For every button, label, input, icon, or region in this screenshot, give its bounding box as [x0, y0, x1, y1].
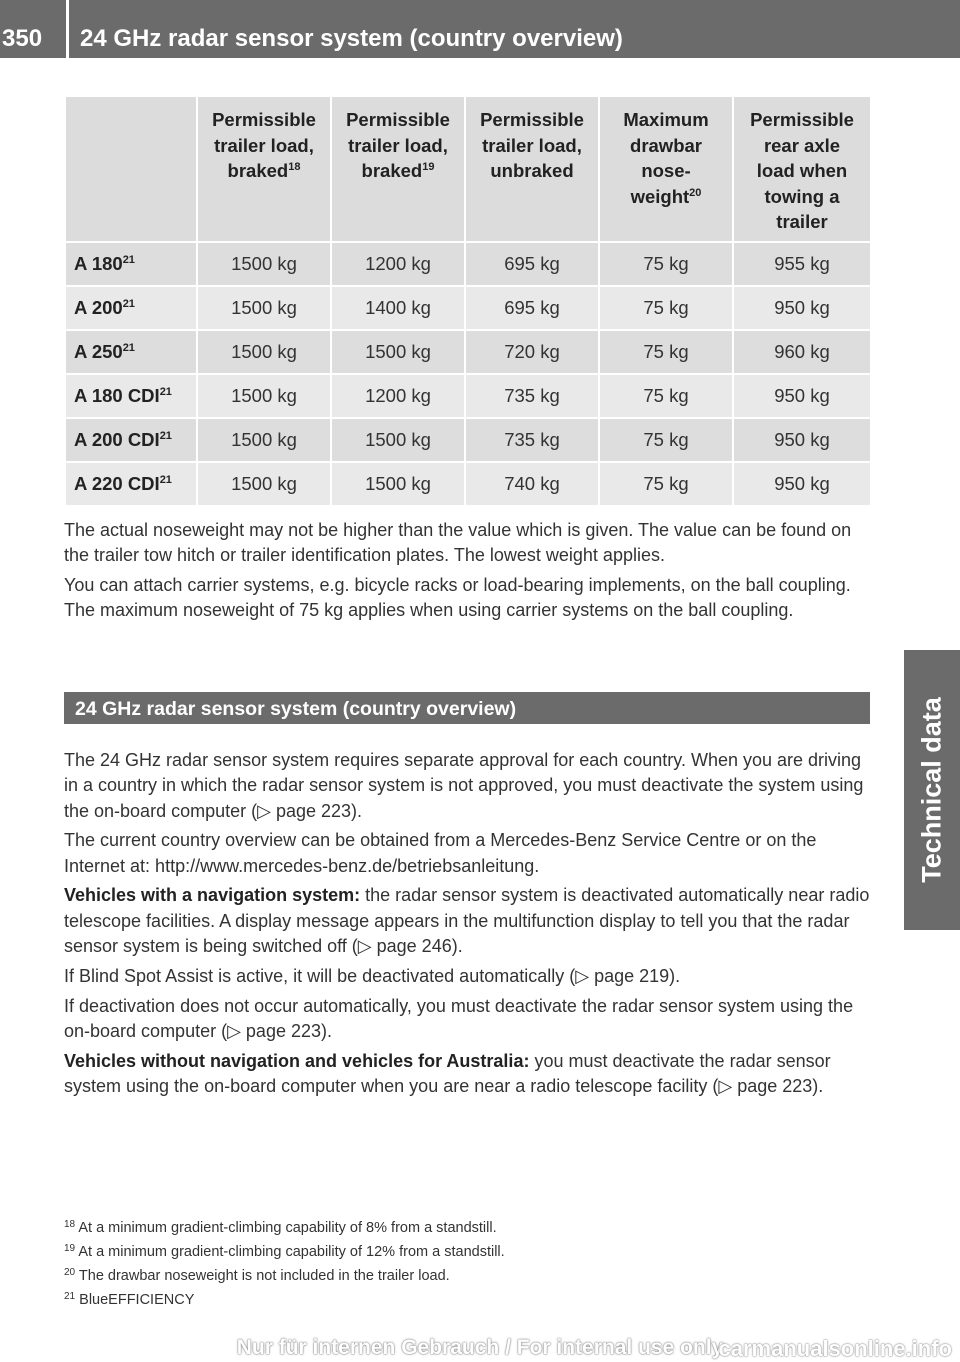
value-cell: 75 kg [600, 463, 734, 507]
model-cell: A $180^{21}$ [66, 243, 198, 287]
table-row [66, 287, 870, 331]
value-cell: 735 kg [466, 375, 600, 419]
table-row [66, 463, 870, 507]
column-header: Permissible trailer load, braked$^{19}$ [332, 97, 466, 243]
footnote: $^{18}$ At a minimum gradient-climbing capability of 8% from a standstill. [64, 1219, 497, 1236]
side-tab-label: Technical data [916, 697, 947, 883]
running-title: 24 GHz radar sensor system (country overview) [80, 25, 623, 52]
table-row [66, 331, 870, 375]
section-heading: 24 GHz radar sensor system (country overview) [64, 692, 870, 724]
watermark-site: carmanualsonline.info [718, 1336, 952, 1361]
value-cell: 1500 kg [198, 463, 332, 507]
section-text [64, 748, 872, 1104]
footnote: $^{19}$ At a minimum gradient-climbing capability of 12% from a standstill. [64, 1243, 505, 1260]
value-cell: 1500 kg [198, 287, 332, 331]
value-cell: 950 kg [734, 375, 870, 419]
model-cell: A 220 CDI$^{21}$ [66, 463, 198, 507]
paragraph: If Blind Spot Assist is active, it will be deactivated automatically (▷ page 219). [64, 965, 681, 986]
paragraph: If deactivation does not occur automatically, you must deactivate the radar sensor system using the on-board computer (▷ page 223). [64, 995, 854, 1041]
footnotes [64, 1216, 505, 1312]
table-row [66, 419, 870, 463]
value-cell: 75 kg [600, 331, 734, 375]
model-cell: A $250^{21}$ [66, 331, 198, 375]
paragraph: Vehicles without navigation and vehicles for Australia: you must deactivate the radar sensor system using the on-board computer when you are near a radio telescope facility (▷ page 223). [64, 1050, 831, 1097]
value-cell: 75 kg [600, 375, 734, 419]
column-header: Permissible trailer load, braked$^{18}$ [198, 97, 332, 243]
column-header [66, 97, 198, 243]
value-cell: 1500 kg [332, 331, 466, 375]
header-divider [66, 0, 69, 64]
watermark-text: Nur für internen Gebrauch / For internal use only [236, 1336, 724, 1359]
trailer-load-table [66, 97, 870, 507]
value-cell: 740 kg [466, 463, 600, 507]
value-cell: 1200 kg [332, 375, 466, 419]
value-cell: 75 kg [600, 419, 734, 463]
watermark [0, 1336, 960, 1360]
model-cell: A $200^{21}$ [66, 287, 198, 331]
value-cell: 735 kg [466, 419, 600, 463]
value-cell: 1400 kg [332, 287, 466, 331]
value-cell: 1500 kg [332, 463, 466, 507]
model-cell: A 180 CDI$^{21}$ [66, 375, 198, 419]
value-cell: 1500 kg [332, 419, 466, 463]
value-cell: 950 kg [734, 463, 870, 507]
value-cell: 1500 kg [198, 375, 332, 419]
column-header: Permissible rear axle load when towing a trailer [734, 97, 870, 243]
column-header: Permissible trailer load, unbraked [466, 97, 600, 243]
column-header: Maximum drawbar nose-weight$^{20}$ [600, 97, 734, 243]
page-number: 350 [2, 25, 43, 52]
paragraph: The current country overview can be obtained from a Mercedes-Benz Service Centre or on the Internet at: http://www.mercedes-benz.de/betriebsanleitung. [64, 830, 817, 876]
value-cell: 1500 kg [198, 243, 332, 287]
model-cell: A 200 CDI$^{21}$ [66, 419, 198, 463]
value-cell: 1200 kg [332, 243, 466, 287]
value-cell: 75 kg [600, 287, 734, 331]
value-cell: 1500 kg [198, 331, 332, 375]
value-cell: 75 kg [600, 243, 734, 287]
table-header-row [66, 97, 870, 243]
value-cell: 960 kg [734, 331, 870, 375]
paragraph: The actual noseweight may not be higher than the value which is given. The value can be found on the trailer tow hitch or trailer identification plates. The lowest weight applies. [64, 520, 852, 566]
value-cell: 955 kg [734, 243, 870, 287]
value-cell: 950 kg [734, 287, 870, 331]
value-cell: 720 kg [466, 331, 600, 375]
table-row [66, 243, 870, 287]
side-tab [904, 650, 960, 930]
table-row [66, 375, 870, 419]
value-cell: 950 kg [734, 419, 870, 463]
footnote: $^{21}$ BlueEFFICIENCY [64, 1291, 195, 1308]
value-cell: 1500 kg [198, 419, 332, 463]
value-cell: 695 kg [466, 243, 600, 287]
value-cell: 695 kg [466, 287, 600, 331]
footnote: $^{20}$ The drawbar noseweight is not included in the trailer load. [64, 1267, 450, 1284]
paragraph: Vehicles with a navigation system: the radar sensor system is deactivated automatically near radio telescope facilities. A display message appears in the multifunction display to tell you that the radar sensor system is being switched off (▷ page 246). [64, 885, 870, 957]
paragraph: You can attach carrier systems, e.g. bicycle racks or load-bearing implements, on the ball coupling. The maximum noseweight of 75 kg applies when using carrier systems on the ball coupling. [64, 575, 851, 621]
intro-text [64, 518, 872, 628]
paragraph: The 24 GHz radar sensor system requires separate approval for each country. When you are driving in a country in which the radar sensor system is not approved, you must deactivate the system using the on-board computer (▷ page 223). [64, 750, 864, 821]
